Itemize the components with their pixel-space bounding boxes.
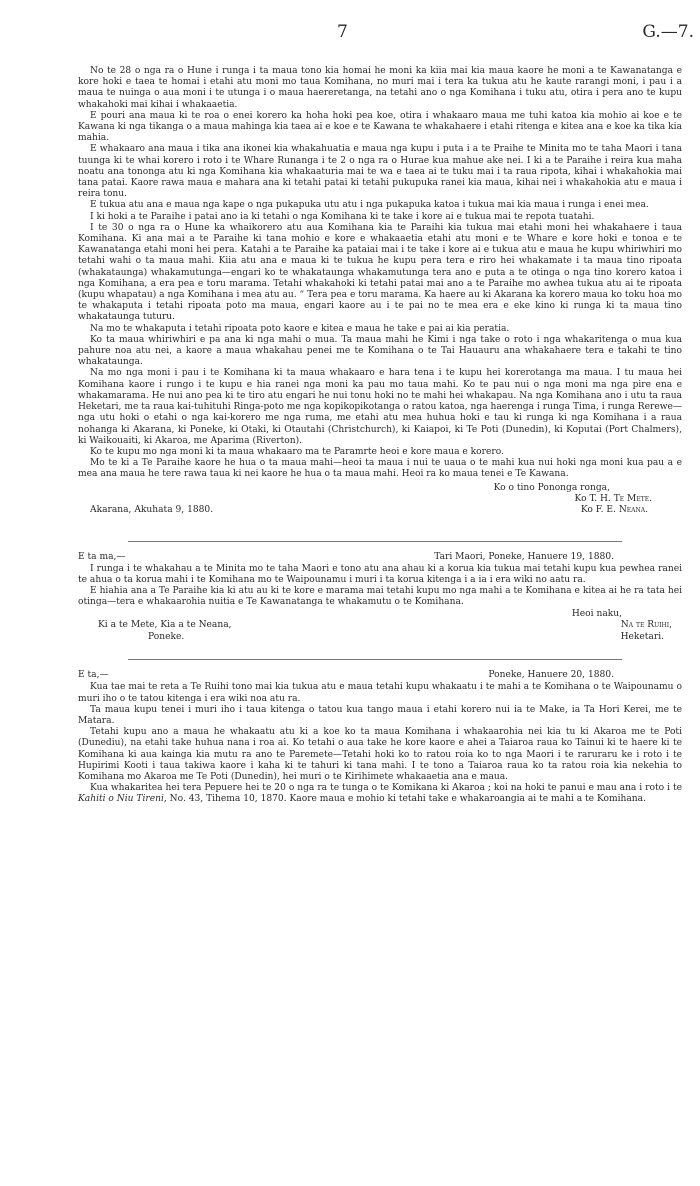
salutation: E ta,— xyxy=(78,670,109,681)
paragraph: Ko te kupu mo nga moni ki ta maua whakaaro ma te Paramrte heoi e kore maua e korero. xyxy=(90,446,504,457)
signature-block xyxy=(78,483,682,527)
addressee: Ki a te Mete, Kia a te Neana, xyxy=(98,620,232,631)
paragraph: I runga i te whakahau a te Minita mo te taha Maori e tono atu ana ahau ki a korua kia tukua mai tetahi kupu kua pewhea ranei te ahua o ta korua mahi i te Komihana mo te Waipounamu i muri i ta korua kitenga i a ia i era wiki no aatu ra. xyxy=(78,563,682,585)
paragraph: I ki hoki a te Paraihe i patai ano ia ki tetahi o nga Komihana ki te take i kore ai e tukua mai te repota tuatahi. xyxy=(90,211,595,222)
document-reference: G.—7. xyxy=(642,22,694,42)
signatory-title: Heketari. xyxy=(620,632,664,643)
paragraph: Kua whakaritea hei tera Pepuere hei te 20 o nga ra te tunga o te Komikana ki Akaroa ; koi na hoki te panui e mau ana i roto i te Kahiti o Niu Tireni, No. 43, Tihema 10, 1870. Kaore maua e mohio ki tetahi take e whakaroangia ai te mahi a te Komihana. xyxy=(78,783,682,805)
paragraph: No te 28 o nga ra o Hune i runga i ta maua tono kia homai he moni ka kiia mai kia maua kaore he moni a te Kawanatanga e kore hoki e taea te homai i etahi atu moni mo taua Komihana, no muri mai i tera ka tukua atu he kaute rarangi moni, i pau i a maua te nuinga o aua moni i te utunga i o maua haereretanga, na tetahi ano o nga Komihana i tuku atu, otira i pera ano te kupu whakahoki mai kihai i whakaaetia. xyxy=(78,66,682,110)
report-letter xyxy=(78,66,682,527)
page-number: 7 xyxy=(337,22,348,42)
signature-2: Ko F. E. Neana. xyxy=(580,504,648,515)
place-date: Akarana, Akuhata 9, 1880. xyxy=(90,504,214,515)
addressee-place: Poneke. xyxy=(148,632,185,643)
paragraph: Mo te ki a Te Paraihe kaore he hua o ta maua mahi—heoi ta maua i nui te uaua o te mahi kua nui hoki nga moni kua pau a e mea ana maua he tere rawa taua ki nei kaore he hua o ta maua mahi. Heoi ra ko maua tenei e Te Kawana. xyxy=(78,458,682,480)
paragraph: Na mo nga moni i pau i te Komihana ki ta maua whakaaro e hara tena i te kupu hei korerotanga ma maua. I tu maua hei Komihana kaore i rungo i te kupu e hia ranei nga moni ka pau mo taua mahi. Ko te pau nui o nga moni ma nga pire ena e whakamarama. He nui ano pea ki te tiro atu engari he nui tonu hoki no te mahi hei whakapau. Na nga Komihana ano i utu ta raua Heketari, me ta raua kai-tuhituhi Ringa-poto me nga kopikopikotanga o ratou katoa, nga haerenga i runga Tima, i runga Rerewe—nga utu hoki o etahi o nga kai-korero me nga ruma, me etahi atu mea huhua hoki e tau ki runga ki nga Komihana i a raua nohanga ki Akarana, ki Poneke, ki Otaki, ki Otautahi (Christchurch), ki Kaiapoi, ki Te Poti (Dunedin), ki Koputai (Port Chalmers), ki Waikouaiti, ki Akaroa, me Aparima (Riverton). xyxy=(78,368,682,446)
signature-1: Ko T. H. Te Mete. xyxy=(574,493,652,504)
signature-block xyxy=(78,609,682,645)
gazette-title: Kahiti o Niu Tireni xyxy=(78,794,164,805)
paragraph: Tetahi kupu ano a maua he whakaatu atu ki a koe ko ta maua Komihana i whakaarohia nei kia tu ki Akaroa me te Poti (Dunediu), na etahi take huhua nana i roa ai. Ko tetahi o aua take he kore kaore e ahei a Taiaroa raua ko Tainui ki te haere ki te Komihana ki aua kainga kia mutu ra ano te Paremete—Tetahi hoki ko to ratou roia ko to nga Maori i te raruraru ke i roto i te Hupirimi Kooti i taua takiwa kaore i kaha ki te tahuri ki tana mahi. I te tono a Taiaroa raua ko ta ratou roia kia nekehia to Komihana mo Akaroa me Te Poti (Dunedin), hei muri o te Kirihimete whakaaetia ana e maua. xyxy=(78,727,682,782)
letter-heading xyxy=(78,552,682,564)
divider xyxy=(128,659,622,660)
paragraph: E whakaaro ana maua i tika ana ikonei kia whakahuatia e maua nga kupu i puta i a te Praihe te Minita mo te taha Maori i tana tuunga ki te whai korero i roto i te Whare Runanga i te 2 o nga ra o Hurae kua mahue ake nei. I ki a te Paraihe i reira kua maha noatu ana tononga atu ki nga Komihana kia whakaaturia mai te wa e taea ai te tuku mai i ta raua ripota, kihai i whakahokia mai tana patai. Kaore rawa maua e mahara ana ki tetahi patai ki tetahi pukupuka ranei kia maua, kihai nei i whakahokia atu e maua i reira tonu. xyxy=(78,144,682,200)
page-body xyxy=(78,66,682,806)
paragraph: E tukua atu ana e maua nga kape o nga pukapuka utu atu i nga pukapuka katoa i tukua mai kia maua i runga i enei mea. xyxy=(90,200,649,211)
paragraph: E hiahia ana a Te Paraihe kia ki atu au ki te kore e marama mai tetahi kupu mo nga mahi a te Komihana e kitea ai he ra tata hei otinga—tera e whakaarohia nuitia e Te Kawanatanga te whakamutu o te Komihana. xyxy=(78,585,682,608)
closing: Ko o tino Pononga ronga, xyxy=(493,482,610,493)
letter-secretary xyxy=(78,552,682,646)
page-header xyxy=(0,22,700,52)
closing: Heoi naku, xyxy=(571,609,622,620)
divider xyxy=(128,541,622,542)
paragraph: I te 30 o nga ra o Hune ka whaikorero atu aua Komihana kia te Paraihi kia tukua mai etahi moni hei whakahaere i taua Komihana. Ki ana mai a te Paraihe ki tana mohio e kore e whakaaetia etahi atu moni e te Whare e kore hoki e tonoa e te Kawanatanga etahi moni hei pera. Katahi a te Paraihe ka pataiai mai i te take i kore ai e tukua atu e maua he kupu whiriwhiri mo tetahi wahi o ta maua mahi. Kiia atu ana e maua ki te tukua he kupu pera tera e riro hei whakamate i ta maua tino ripoata (whakataunga) whakamutunga—engari ko te whakataunga whakamutunga tera ano e puta a te otinga o nga tino korero katoa i nga Komihana, a era pea e toru marama. Tetahi whakahoki ki tetahi patai mai ano a te Paraihe mo awhea tukua atu ai te ripoata (kupu whapatau) a nga Komihana i mea atu au. “ Tera pea e toru marama. Ka haere au ki Akarana ka korero maua ko toku hoa mo te whakaputa i tetahi ripoata poto ma maua, engari kaore au i te pai no te mea era e eke kino ki runga ki ta maua tino whakataunga tuturu. xyxy=(78,222,682,323)
paragraph: E pouri ana maua ki te roa o enei korero ka hoha hoki pea koe, otira i whakaaro maua me tuhi katoa kia mohio ai koe e te Kawana ki nga tikanga o a maua mahinga kia taea ai e koe e te Kawana te whakahaere i etahi ritenga e kitea ana e koe ka tika kia mahia. xyxy=(78,110,682,144)
salutation: E ta ma,— xyxy=(78,551,126,562)
signature: Na te Ruihi, xyxy=(620,620,672,631)
paragraph: Kua tae mai te reta a Te Ruihi tono mai kia tukua atu e maua tetahi kupu whakaatu i te mahi a te Komihana o te Waipounamu o muri iho o te tatou kitenga i era wiki noa atu ra. xyxy=(78,682,682,704)
paragraph: Ta maua kupu tenei i muri iho i taua kitenga o tatou kua tango maua i etahi korero nui ia te Make, ia Ta Hori Kerei, me te Matara. xyxy=(78,704,682,726)
paragraph: Ko ta maua whiriwhiri e pa ana ki nga mahi o mua. Ta maua mahi he Kimi i nga take o roto i nga whakaritenga o mua kua pahure noa atu nei, a kaore a maua whakahau penei me te Komihana o te Tai Hauauru ana whakahaere tera e takahi te tino whakataunga. xyxy=(78,334,682,368)
letter-reply xyxy=(78,670,682,805)
place-date: Poneke, Hanuere 20, 1880. xyxy=(488,670,614,681)
place-date: Tari Maori, Poneke, Hanuere 19, 1880. xyxy=(434,551,614,562)
paragraph: Na mo te whakaputa i tetahi ripoata poto kaore e kitea e maua he take e pai ai kia peratia. xyxy=(90,323,510,334)
letter-heading xyxy=(78,670,682,682)
